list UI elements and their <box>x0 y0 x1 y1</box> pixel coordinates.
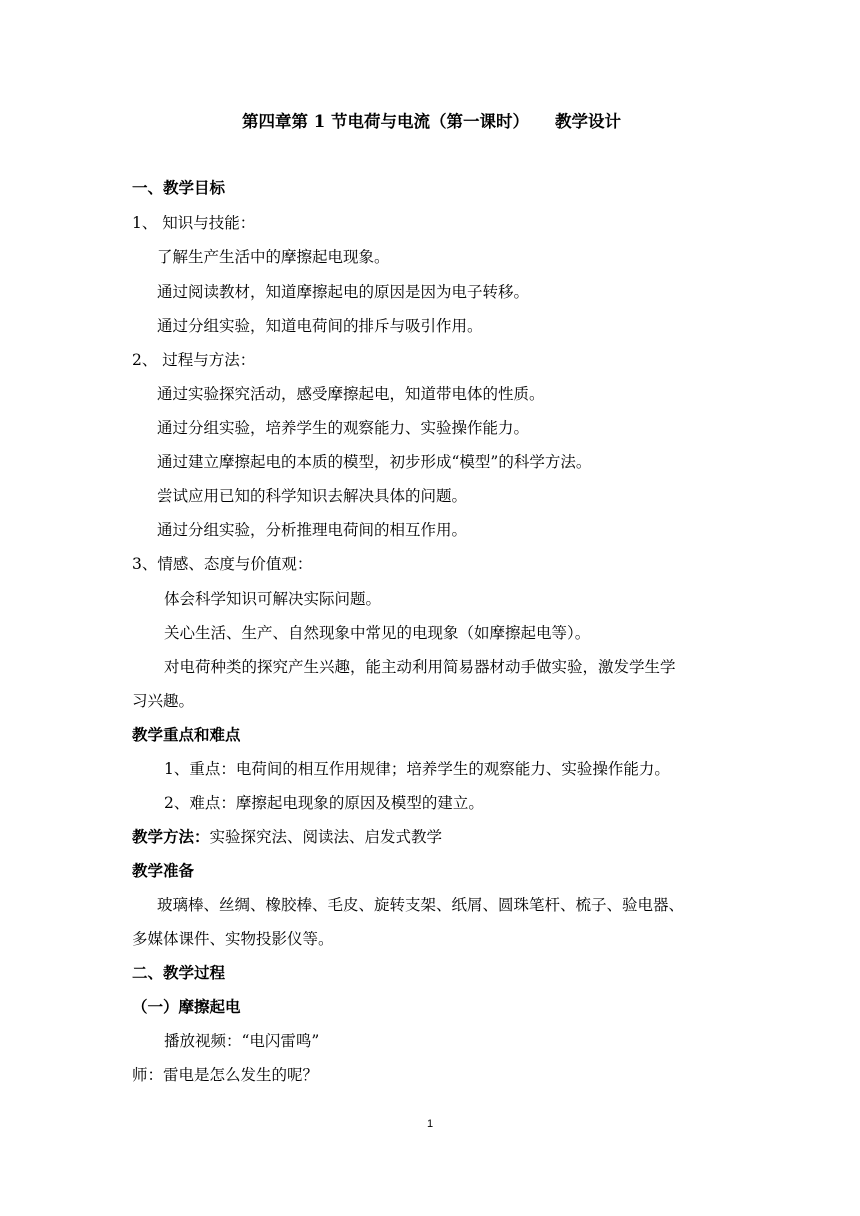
section-heading-process: 二、教学过程 <box>132 963 226 982</box>
teaching-methods-label: 教学方法： <box>132 827 210 846</box>
title-tail: 教学设计 <box>554 112 621 131</box>
objective-process-c: 通过建立摩擦起电的本质的模型，初步形成“模型”的科学方法。 <box>157 453 592 471</box>
keypoint-focus: 1、重点：电荷间的相互作用规律；培养学生的观察能力、实验操作能力。 <box>164 760 670 778</box>
teaching-methods-text: 实验探究法、阅读法、启发式教学 <box>209 828 443 846</box>
objective-heading-process: 2、 过程与方法： <box>132 351 256 369</box>
objective-knowledge-b: 通过阅读教材，知道摩擦起电的原因是因为电子转移。 <box>157 283 530 301</box>
objective-attitude-c-1: 对电荷种类的探究产生兴趣，能主动利用简易器材动手做实验，激发学生学 <box>164 658 676 676</box>
section-heading-objectives: 一、教学目标 <box>132 178 226 197</box>
objective-process-a: 通过实验探究活动，感受摩擦起电，知道带电体的性质。 <box>157 385 545 403</box>
objective-heading-attitude: 3、情感、态度与价值观： <box>132 555 313 573</box>
objective-knowledge-a: 了解生产生活中的摩擦起电现象。 <box>157 248 390 266</box>
keypoints-heading: 教学重点和难点 <box>132 725 241 744</box>
objective-process-d: 尝试应用已知的科学知识去解决具体的问题。 <box>157 487 468 505</box>
preparation-heading: 教学准备 <box>132 861 195 880</box>
objective-heading-knowledge: 1、 知识与技能： <box>132 214 256 232</box>
preparation-line-2: 多媒体课件、实物投影仪等。 <box>132 930 334 948</box>
video-line: 播放视频：“电闪雷鸣” <box>164 1032 320 1050</box>
objective-attitude-b: 关心生活、生产、自然现象中常见的电现象（如摩擦起电等）。 <box>164 624 591 642</box>
objective-knowledge-c: 通过分组实验，知道电荷间的排斥与吸引作用。 <box>157 317 483 335</box>
subsection-heading-friction: （一）摩擦起电 <box>132 997 241 1016</box>
teacher-question: 师：雷电是怎么发生的呢？ <box>132 1066 319 1084</box>
page-number: 1 <box>427 1118 434 1130</box>
document-title <box>242 112 621 132</box>
objective-process-b: 通过分组实验，培养学生的观察能力、实验操作能力。 <box>157 419 530 437</box>
title-main: 第四章第 1 节电荷与电流（第一课时） <box>242 112 529 131</box>
keypoint-difficulty: 2、难点：摩擦起电现象的原因及模型的建立。 <box>164 794 484 812</box>
objective-process-e: 通过分组实验，分析推理电荷间的相互作用。 <box>157 521 468 539</box>
teaching-methods <box>132 827 442 847</box>
objective-attitude-a: 体会科学知识可解决实际问题。 <box>164 590 382 608</box>
objective-attitude-c-2: 习兴趣。 <box>132 692 195 710</box>
preparation-line-1: 玻璃棒、丝绸、橡胶棒、毛皮、旋转支架、纸屑、圆珠笔杆、梳子、验电器、 <box>157 896 685 914</box>
